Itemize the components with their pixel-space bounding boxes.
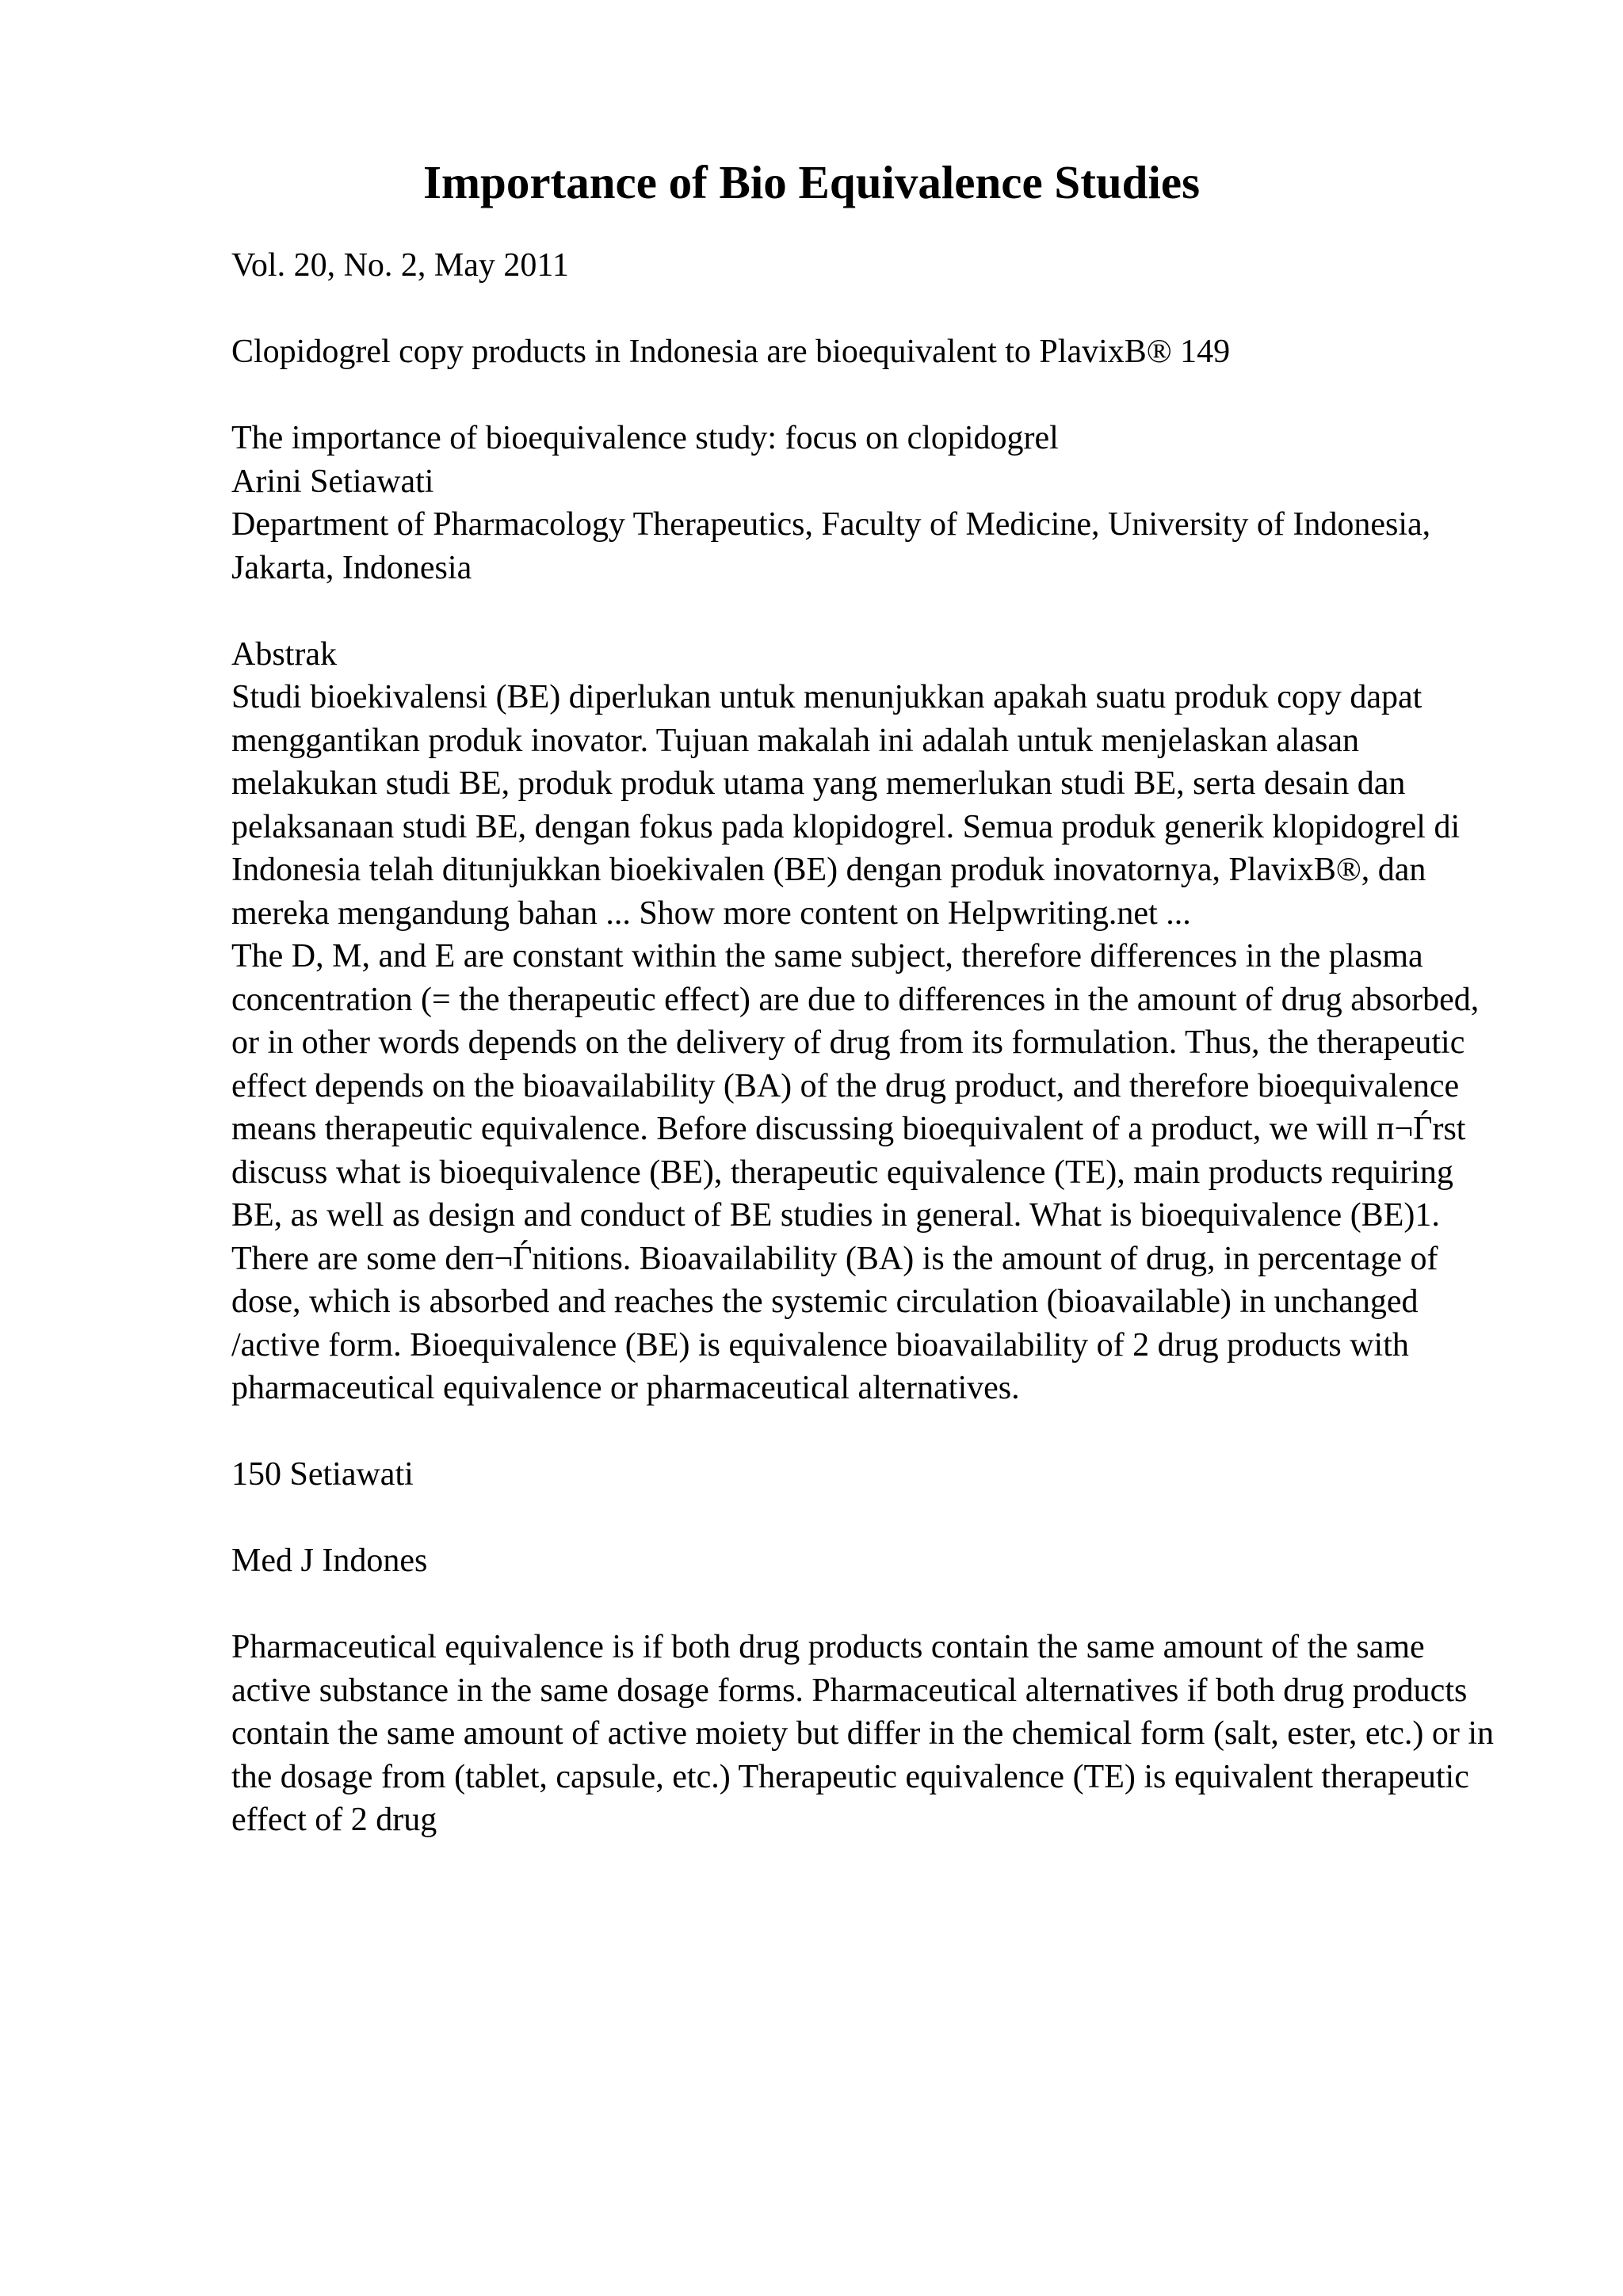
abstract-heading: Abstrak: [231, 635, 337, 673]
document-title: Importance of Bio Equivalence Studies: [422, 156, 1201, 208]
body-paragraph-1: The D, M, and E are constant within the same subject, therefore differences in the plasma concentration (= the therapeutic effect) are due to differences in the amount of drug absorbed, or in other words depends on the delivery of drug from its formulation. Thus, the therapeutic effect depends on the bioavailability (BA) of the drug product, and therefore bioequivalence means therapeutic equivalence. Before discussing bioequivalent of a product, we will п¬Ѓrst discuss what is bioequivalence (BE), therapeutic equivalence (TE), main products requiring BE, as well as design and conduct of BE studies in general. What is bioequivalence (BE)1. There are some deп¬Ѓnitions. Bioavailability (BA) is the amount of drug, in percentage of dose, which is absorbed and reaches the systemic circulation (bioavailable) in unchanged /active form. Bioequivalence (BE) is equivalence bioavailability of 2 drug products with pharmaceutical equivalence or pharmaceutical alternatives.: [231, 938, 1480, 1406]
spacer: [231, 1583, 1499, 1627]
spacer: [231, 1497, 1499, 1540]
spacer: [231, 374, 1499, 418]
body-paragraph-2: Pharmaceutical equivalence is if both drug products contain the same amount of the same active substance in the same dosage forms. Pharmaceutical alternatives if both drug products contain the same amount of active moiety but differ in the chemical form (salt, ester, etc.) or in the dosage from (tablet, capsule, etc.) Therapeutic equivalence (TE) is equivalent therapeutic effect of 2 drug: [231, 1629, 1494, 1838]
article-title: The importance of bioequivalence study: focus on clopidogrel: [231, 420, 1059, 456]
page-running-head: 150 Setiawati: [231, 1456, 414, 1493]
document-body: [231, 244, 1499, 1842]
journal-running-head: Med J Indones: [231, 1543, 428, 1579]
subtitle-line: Clopidogrel copy products in Indonesia are bioequivalent to PlavixB® 149: [231, 334, 1231, 370]
author-name: Arini Setiawati: [231, 463, 434, 500]
spacer: [231, 1410, 1499, 1454]
affiliation: Department of Pharmacology Therapeutics, Faculty of Medicine, University of Indonesia, Jakarta, Indonesia: [231, 506, 1431, 586]
volume-line: Vol. 20, No. 2, May 2011: [231, 247, 569, 284]
spacer: [231, 288, 1499, 331]
abstract-text: Studi bioekivalensi (BE) diperlukan untuk menunjukkan apakah suatu produk copy dapat menggantikan produk inovator. Tujuan makalah ini adalah untuk menjelaskan alasan melakukan studi BE, produk produk utama yang memerlukan studi BE, serta desain dan pelaksanaan studi BE, dengan fokus pada klopidogrel. Semua produk generik klopidogrel di Indonesia telah ditunjukkan bioekivalen (BE) dengan produk inovatornya, PlavixB®, dan mereka mengandung bahan ... Show more content on Helpwriting.net ...: [231, 679, 1461, 932]
spacer: [231, 589, 1499, 633]
